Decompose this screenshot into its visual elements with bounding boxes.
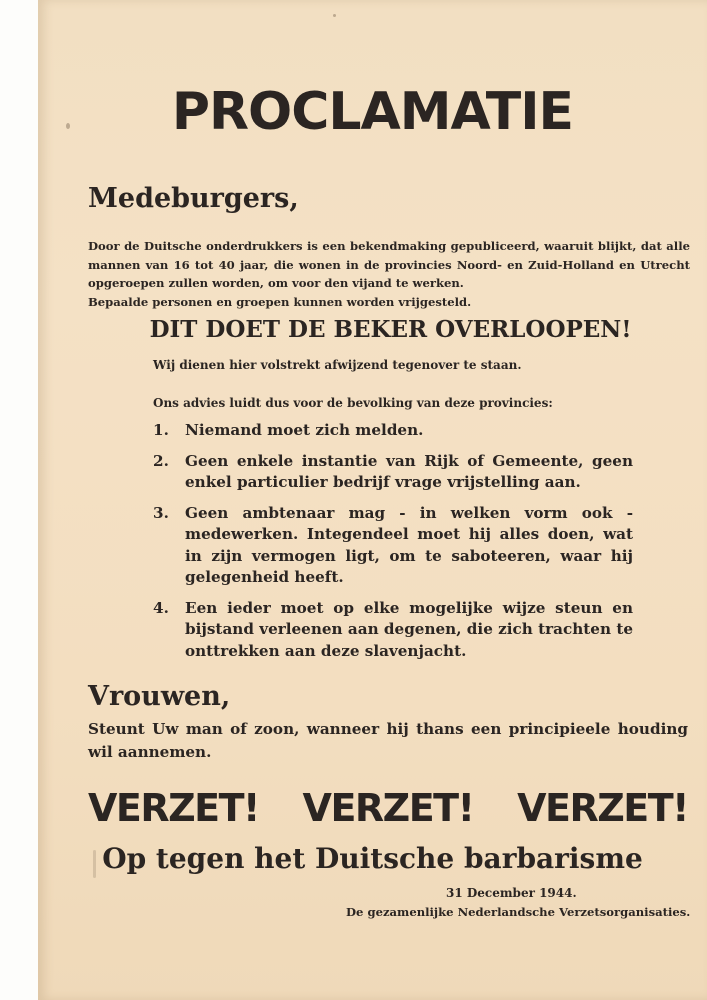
intro-text (88, 237, 690, 311)
advice-text: Geen enkele instantie van Rijk of Gemeente, geen enkel particulier bedrijf vrage vrijstelling aan. (185, 451, 633, 491)
paper-speck (333, 14, 336, 17)
advice-text: Een ieder moet op elke mogelijke wijze steun en bijstand verleenen aan degenen, die zich trachten te onttrekken aan deze slavenjacht. (185, 598, 633, 660)
advice-item (153, 451, 633, 494)
women-text: Steunt Uw man of zoon, wanneer hij thans een principieele houding wil aannemen. (88, 720, 688, 761)
salutation-citizens: Medeburgers, (88, 183, 299, 214)
rally-word: VERZET! (517, 786, 688, 830)
poster-title: PROCLAMATIE (171, 82, 574, 142)
salutation-women: Vrouwen, (88, 681, 231, 712)
advice-number: 3. (153, 503, 169, 522)
advice-item (153, 420, 633, 442)
advice-text: Niemand moet zich melden. (185, 421, 424, 439)
advice-item (153, 598, 633, 663)
rally-row (88, 786, 688, 830)
stance-text: Wij dienen hier volstrekt afwijzend tegenover te staan. (153, 358, 522, 372)
advice-number: 2. (153, 451, 169, 470)
date-line: 31 December 1944. (446, 886, 577, 900)
advice-list (153, 420, 633, 671)
tagline: Op tegen het Duitsche barbarisme (102, 842, 643, 875)
advice-number: 4. (153, 598, 169, 617)
advice-intro: Ons advies luidt dus voor de bevolking van deze provincies: (153, 396, 553, 410)
intro-paragraph: Door de Duitsche onderdrukkers is een bekendmaking gepubliceerd, waaruit blijkt, dat alle mannen van 16 tot 40 jaar, die wonen in de provincies Noord- en Zuid-Holland en Utrecht opgeroepen zullen worden, om voor den vijand te werken. (88, 239, 690, 290)
slogan-heading: DIT DOET DE BEKER OVERLOOPEN! (149, 316, 632, 343)
advice-item (153, 503, 633, 589)
advice-number: 1. (153, 421, 169, 439)
rally-word: VERZET! (302, 786, 474, 830)
advice-text: Geen ambtenaar mag - in welken vorm ook - medewerken. Integendeel moet hij alles doen, wat in zijn vermogen ligt, om te saboteeren, waar hij gelegenheid heeft. (185, 503, 633, 586)
signature-line: De gezamenlijke Nederlandsche Verzetsorganisaties. (346, 905, 691, 919)
rally-word: VERZET! (88, 786, 259, 830)
intro-exemption: Bepaalde personen en groepen kunnen worden vrijgesteld. (88, 294, 472, 309)
